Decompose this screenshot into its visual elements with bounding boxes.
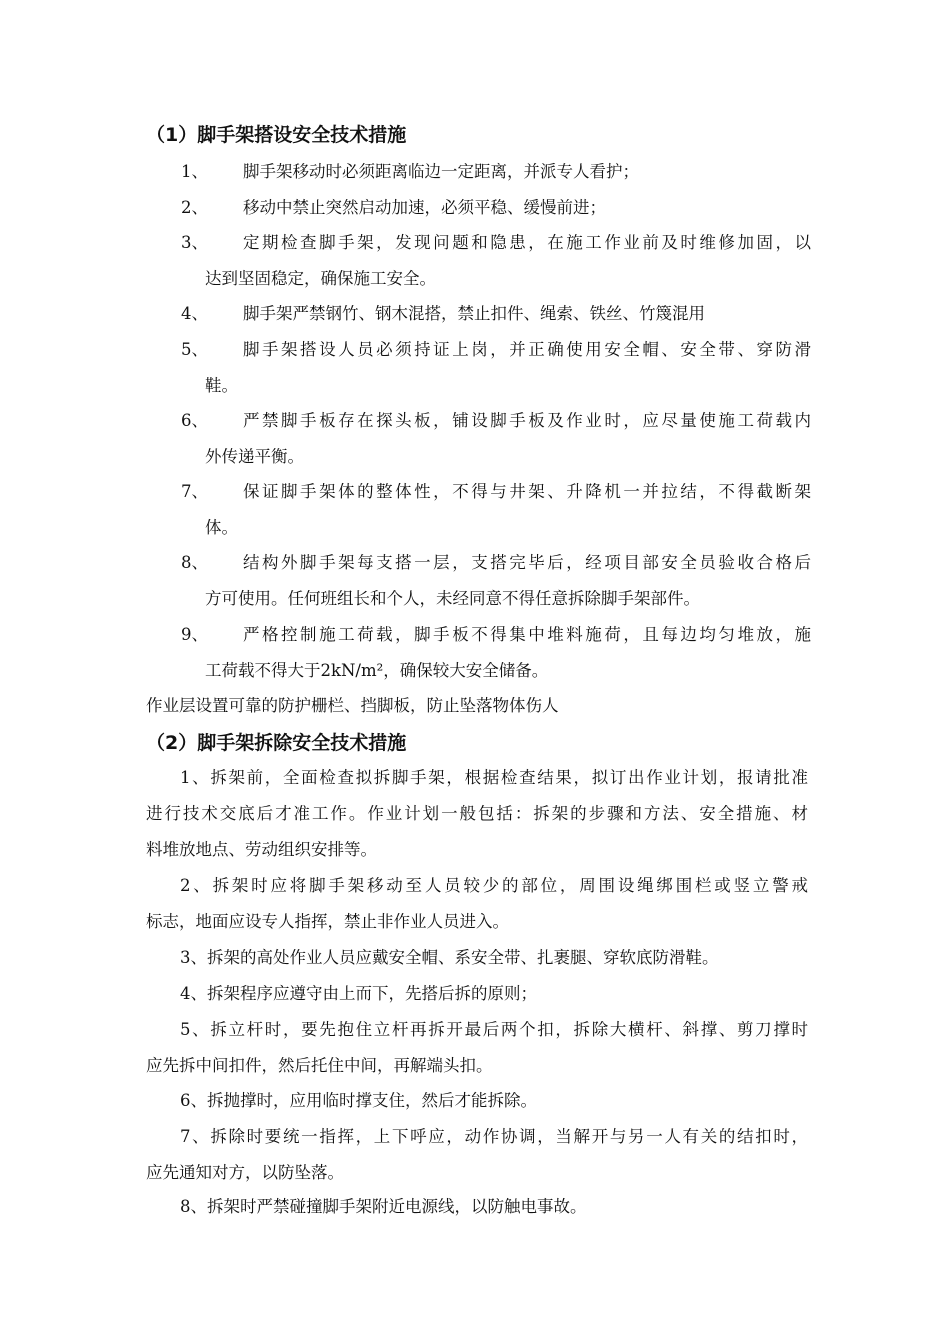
item-text-continued: 外传递平衡。 [205, 447, 304, 466]
paragraph [146, 1189, 808, 1225]
paragraph-line: 2、拆架时应将脚手架移动至人员较少的部位，周围设绳绑围栏或竖立警戒 [180, 876, 808, 895]
item-text-continued: 方可使用。任何班组长和个人，未经同意不得任意拆除脚手架部件。 [205, 589, 700, 608]
paragraph [146, 868, 808, 940]
item-text-continued: 鞋。 [205, 376, 238, 395]
item-number: 1、 [181, 162, 208, 181]
item-number: 4、 [181, 304, 208, 323]
paragraph-line: 7、拆除时要统一指挥，上下呼应，动作协调，当解开与另一人有关的结扣时， [180, 1127, 808, 1146]
item-text-continued: 达到坚固稳定，确保施工安全。 [205, 269, 436, 288]
item-number: 9、 [181, 625, 208, 644]
item-text: 严禁脚手板存在探头板，铺设脚手板及作业时，应尽量使施工荷载内 [243, 411, 811, 430]
item-text: 脚手架搭设人员必须持证上岗，并正确使用安全帽、安全带、穿防滑 [243, 340, 811, 359]
item-text: 脚手架严禁钢竹、钢木混搭，禁止扣件、绳索、铁丝、竹篾混用 [243, 304, 705, 323]
paragraph-line: 1、拆架前，全面检查拟拆脚手架，根据检查结果，拟订出作业计划，报请批准 [180, 768, 808, 787]
list-item [181, 403, 811, 475]
section1-note: 作业层设置可靠的防护栅栏、挡脚板，防止坠落物体伤人 [146, 696, 559, 715]
item-number: 8、 [181, 553, 208, 572]
item-text: 保证脚手架体的整体性，不得与井架、升降机一并拉结，不得截断架 [243, 482, 811, 501]
item-text: 结构外脚手架每支搭一层，支搭完毕后，经项目部安全员验收合格后 [243, 553, 811, 572]
paragraph [146, 760, 808, 868]
item-number: 5、 [181, 340, 208, 359]
item-text: 定期检查脚手架，发现问题和隐患，在施工作业前及时维修加固，以 [243, 233, 811, 252]
item-number: 3、 [181, 233, 208, 252]
list-item [181, 154, 811, 190]
paragraph [146, 976, 808, 1012]
paragraph [146, 1012, 808, 1084]
list-item [181, 617, 811, 689]
item-number: 2、 [181, 198, 208, 217]
list-item [181, 190, 811, 226]
item-number: 6、 [181, 411, 208, 430]
paragraph-line: 进行技术交底后才准工作。作业计划一般包括：拆架的步骤和方法、安全措施、材 [146, 804, 808, 823]
paragraph-line: 应先拆中间扣件，然后托住中间，再解端头扣。 [146, 1056, 493, 1075]
item-text: 移动中禁止突然启动加速，必须平稳、缓慢前进； [243, 198, 606, 217]
paragraph-line: 8、拆架时严禁碰撞脚手架附近电源线，以防触电事故。 [180, 1197, 587, 1216]
item-number: 7、 [181, 482, 208, 501]
list-item [181, 225, 811, 297]
paragraph-line: 5、拆立杆时，要先抱住立杆再拆开最后两个扣，拆除大横杆、斜撑、剪刀撑时 [180, 1020, 808, 1039]
paragraph-line: 料堆放地点、劳动组织安排等。 [146, 840, 377, 859]
section1-heading: （1）脚手架搭设安全技术措施 [146, 124, 407, 146]
item-text-continued: 工荷载不得大于2kN/m²，确保较大安全储备。 [205, 661, 549, 680]
item-text-continued: 体。 [205, 518, 238, 537]
item-text: 脚手架移动时必须距离临边一定距离，并派专人看护； [243, 162, 639, 181]
list-item [181, 545, 811, 617]
section2-heading: （2）脚手架拆除安全技术措施 [146, 732, 407, 754]
item-text: 严格控制施工荷载，脚手板不得集中堆料施荷，且每边均匀堆放，施 [243, 625, 811, 644]
paragraph [146, 940, 808, 976]
paragraph [146, 1119, 808, 1191]
paragraph-line: 应先通知对方，以防坠落。 [146, 1163, 344, 1182]
paragraph-line: 标志，地面应设专人指挥，禁止非作业人员进入。 [146, 912, 509, 931]
list-item [181, 474, 811, 546]
paragraph [146, 1083, 808, 1119]
list-item [181, 296, 811, 332]
list-item [181, 332, 811, 404]
paragraph-line: 3、拆架的高处作业人员应戴安全帽、系安全带、扎裹腿、穿软底防滑鞋。 [180, 948, 719, 967]
paragraph-line: 4、拆架程序应遵守由上而下，先搭后拆的原则； [180, 984, 537, 1003]
paragraph-line: 6、拆抛撑时，应用临时撑支住，然后才能拆除。 [180, 1091, 537, 1110]
